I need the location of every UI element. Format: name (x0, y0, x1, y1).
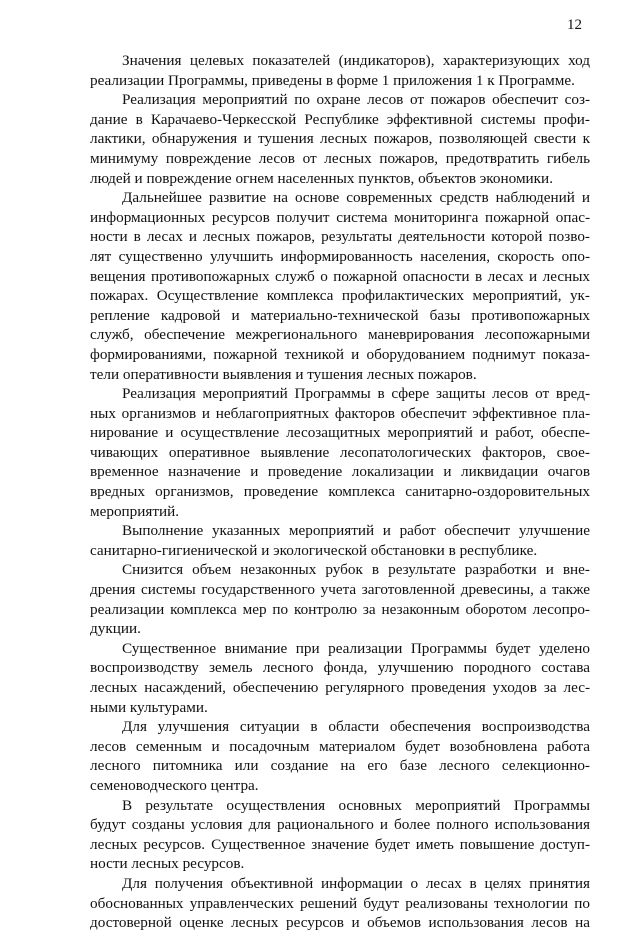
paragraph-line: дрения системы государственного учета заготовленной древесины, а также (90, 581, 590, 599)
paragraph-line: семеноводческого центра. (90, 776, 259, 794)
paragraph-line: формированиями, пожарной техникой и оборудованием поднимут показа- (90, 345, 590, 363)
paragraph-line: нирование и осуществление лесозащитных мероприятий и работ, обеспе- (90, 424, 590, 442)
paragraph-line: служб, обеспечение межрегионального маневрирования лесопожарными (90, 326, 590, 344)
paragraph-line: пожарах. Осуществление комплекса профилактических мероприятий, ук- (90, 287, 590, 305)
paragraph-line: Дальнейшее развитие на основе современных средств наблюдений и (122, 189, 590, 207)
paragraph (90, 796, 590, 874)
paragraph-line: дукции. (90, 620, 141, 638)
paragraph-line: обоснованных управленческих решений будут реализованы технологии по (90, 894, 590, 912)
paragraph-line: тели оперативности выявления и тушения лесных пожаров. (90, 365, 477, 383)
paragraph-line: достоверной оценке лесных ресурсов и объемов использования лесов на (90, 914, 590, 932)
paragraph-line: репление кадровой и материально-технической базы противопожарных (90, 306, 590, 324)
paragraph (90, 188, 590, 384)
paragraph-line: воспроизводству земель лесного фонда, улучшению породного состава (90, 659, 590, 677)
paragraph-line: ными культурами. (90, 698, 208, 716)
paragraph-line: ности лесных ресурсов. (90, 855, 245, 873)
paragraph (90, 51, 590, 90)
paragraph-line: лесных ресурсов. Существенное значение будет иметь повышение доступ- (90, 835, 590, 853)
paragraph-line: вредных организмов, проведение комплекса санитарно-оздоровительных (90, 483, 590, 501)
paragraph-line: лесов семенным и посадочным материалом будет возобновлена работа (90, 737, 590, 755)
page-number: 12 (567, 17, 582, 33)
paragraph-line: людей и повреждение огнем населенных пунктов, объектов экономики. (90, 169, 553, 187)
paragraph-line: ных организмов и неблагоприятных факторов обеспечит эффективное пла- (90, 404, 590, 422)
paragraph (90, 560, 590, 638)
document-body (90, 51, 590, 933)
paragraph-line: вещения противопожарных служб о пожарной опасности в лесах и лесных (90, 267, 590, 285)
paragraph-line: будут созданы условия для рационального и более полного использования (90, 816, 590, 834)
paragraph-line: санитарно-гигиенической и экологической обстановки в республике. (90, 541, 538, 559)
paragraph-line: лесных насаждений, обеспечению регулярного проведения уходов за лес- (90, 679, 590, 696)
paragraph-line: чивающих оперативное выявление лесопатологических факторов, свое- (90, 443, 590, 461)
paragraph-line: реализации Программы, приведены в форме 1 приложения 1 к Программе. (90, 71, 575, 89)
paragraph-line: Реализация мероприятий Программы в сфере защиты лесов от вред- (122, 385, 590, 403)
paragraph-line: Для улучшения ситуации в области обеспечения воспроизводства (122, 718, 590, 736)
paragraph (90, 521, 590, 560)
paragraph-line: Значения целевых показателей (индикаторов), характеризующих ход (122, 52, 590, 69)
paragraph (90, 717, 590, 795)
paragraph-line: Снизится объем незаконных рубок в результате разработки и вне- (122, 561, 590, 579)
paragraph (90, 90, 590, 188)
paragraph-line: лят существенно улучшить информированность населения, скорость опо- (90, 247, 590, 265)
paragraph-line: Для получения объективной информации о лесах в целях принятия (122, 874, 590, 892)
paragraph-line: временное назначение и проведение локализации и ликвидации очагов (90, 463, 590, 481)
paragraph-line: мероприятий. (90, 502, 180, 520)
paragraph-line: ности в лесах и лесных пожаров, результаты деятельности которой позво- (90, 228, 590, 246)
paragraph-line: лесного питомника или создание на его базе лесного селекционно- (90, 757, 590, 775)
paragraph-line: информационных ресурсов получит система мониторинга пожарной опас- (90, 208, 590, 226)
paragraph-line: Существенное внимание при реализации Программы будет уделено (122, 639, 590, 657)
paragraph-line: дание в Карачаево-Черкесской Республике эффективной системы профи- (90, 110, 590, 128)
paragraph-line: В результате осуществления основных мероприятий Программы (122, 796, 590, 814)
paragraph-line: Реализация мероприятий по охране лесов от пожаров обеспечит соз- (122, 91, 590, 109)
paragraph-line: реализации комплекса мер по контролю за незаконным оборотом лесопро- (90, 600, 590, 618)
paragraph-line: Выполнение указанных мероприятий и работ обеспечит улучшение (122, 522, 590, 540)
paragraph-line: минимуму повреждение лесов от лесных пожаров, предотвратить гибель (90, 149, 590, 167)
paragraph (90, 384, 590, 521)
paragraph-line: лактики, обнаружения и тушения лесных пожаров, позволяющей свести к (90, 130, 590, 148)
paragraph (90, 639, 590, 717)
paragraph (90, 874, 590, 933)
